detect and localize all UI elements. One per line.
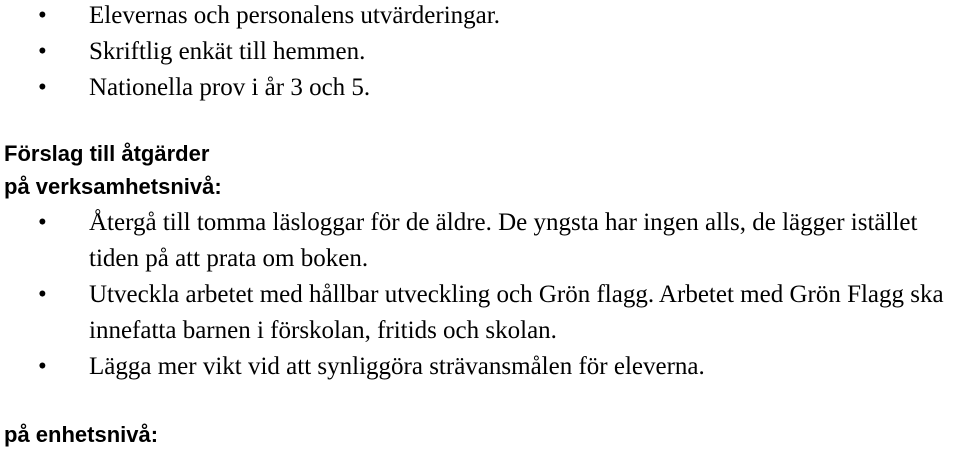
action-list bbox=[0, 205, 959, 385]
section-heading-proposals: Förslag till åtgärder bbox=[4, 141, 210, 166]
list-item bbox=[0, 33, 959, 70]
list-item-text: Lägga mer vikt vid att synliggöra strävansmålen för eleverna. bbox=[89, 353, 705, 380]
list-item bbox=[0, 349, 959, 385]
list-item-text: Skriftlig enkät till hemmen. bbox=[89, 38, 366, 65]
list-item bbox=[0, 0, 959, 34]
bullet-icon: • bbox=[38, 353, 47, 380]
list-item bbox=[0, 277, 959, 349]
list-item-text: Återgå till tomma läsloggar för de äldre. De yngsta har ingen alls, de lägger istället tiden på att prata om boken. bbox=[89, 209, 918, 272]
bullet-icon: • bbox=[38, 281, 47, 308]
list-item bbox=[0, 205, 959, 277]
bullet-icon: • bbox=[38, 38, 47, 65]
list-item bbox=[0, 69, 959, 106]
list-item-text: Utveckla arbetet med hållbar utveckling och Grön flagg. Arbetet med Grön Flagg ska innefatta barnen i förskolan, fritids och skolan. bbox=[89, 281, 944, 344]
subheading-unit-level: på enhetsnivå: bbox=[4, 422, 159, 447]
bullet-icon: • bbox=[38, 2, 47, 29]
list-item-text: Elevernas och personalens utvärderingar. bbox=[89, 2, 500, 29]
bullet-icon: • bbox=[38, 74, 47, 101]
subheading-operations-level: på verksamhetsnivå: bbox=[4, 174, 222, 199]
bullet-icon: • bbox=[38, 209, 47, 236]
list-item-text: Nationella prov i år 3 och 5. bbox=[89, 74, 371, 101]
